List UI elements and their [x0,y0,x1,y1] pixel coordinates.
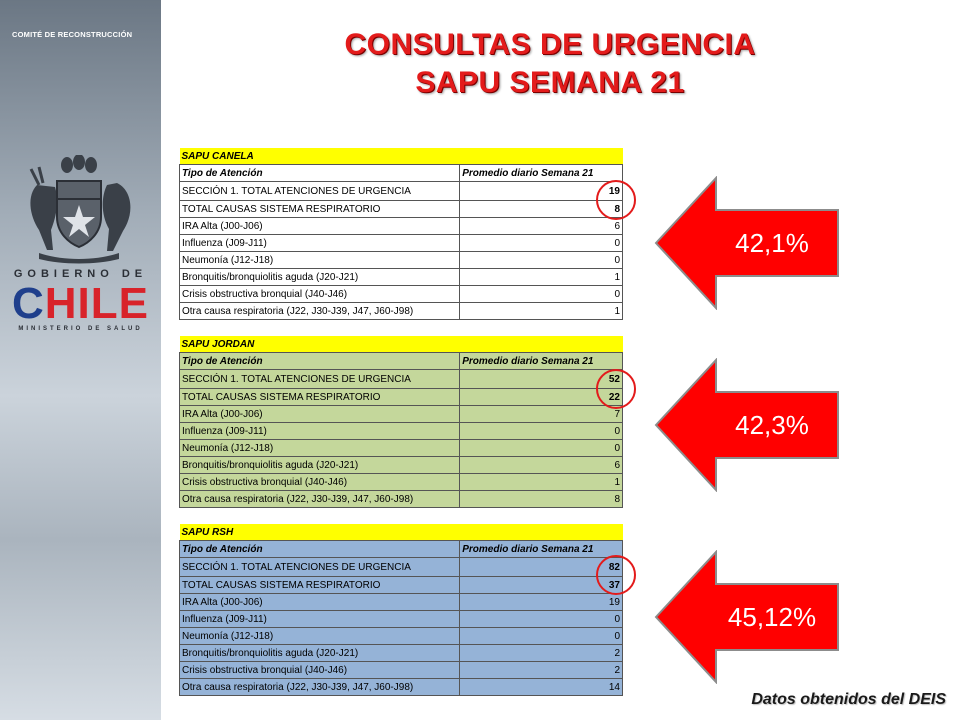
row-label: Crisis obstructiva bronquial (J40-J46) [180,474,460,491]
row-value: 19 [460,594,623,611]
chile-logo-c: C [11,279,45,328]
title-line-2: SAPU SEMANA 21 [415,66,685,99]
table-row [180,389,623,406]
table-row [180,286,623,303]
row-label: Crisis obstructiva bronquial (J40-J46) [180,286,460,303]
row-label: Bronquitis/bronquiolitis aguda (J20-J21) [180,645,460,662]
sidebar-panel [0,0,161,720]
coat-of-arms-icon [17,155,141,265]
row-label: Neumonía (J12-J18) [180,252,460,269]
chile-logo-rest: HILE [44,279,149,328]
table-row [180,440,623,457]
table-title: SAPU RSH [180,524,623,541]
table-sapu-rsh [179,524,623,696]
table-row [180,201,623,218]
percentage-arrow-canela [654,176,840,310]
row-label: Neumonía (J12-J18) [180,440,460,457]
row-value: 8 [460,491,623,508]
table-row [180,611,623,628]
ministry-label: MINISTERIO DE SALUD [18,326,143,332]
table-row [180,628,623,645]
row-value: 14 [460,679,623,696]
row-label: Neumonía (J12-J18) [180,628,460,645]
row-label: Otra causa respiratoria (J22, J30-J39, J47, J60-J98) [180,491,460,508]
row-value: 6 [460,457,623,474]
row-label: SECCIÓN 1. TOTAL ATENCIONES DE URGENCIA [180,182,460,201]
row-label: IRA Alta (J00-J06) [180,218,460,235]
row-label: Influenza (J09-J11) [180,423,460,440]
row-value: 22 [460,389,623,406]
row-value: 2 [460,645,623,662]
table-title: SAPU CANELA [180,148,623,165]
table-row [180,558,623,577]
row-value: 0 [460,628,623,645]
row-label: TOTAL CAUSAS SISTEMA RESPIRATORIO [180,201,460,218]
table-row [180,491,623,508]
column-header: Tipo de Atención [180,541,460,558]
row-value: 37 [460,577,623,594]
row-label: Otra causa respiratoria (J22, J30-J39, J47, J60-J98) [180,303,460,320]
percentage-label: 45,12% [727,601,817,632]
row-label: Bronquitis/bronquiolitis aguda (J20-J21) [180,269,460,286]
row-value: 0 [460,252,623,269]
table-row [180,662,623,679]
row-label: Bronquitis/bronquiolitis aguda (J20-J21) [180,457,460,474]
highlight-circle-canela [596,180,636,220]
row-value: 0 [460,286,623,303]
row-value: 1 [460,474,623,491]
column-header: Tipo de Atención [180,353,460,370]
row-label: Crisis obstructiva bronquial (J40-J46) [180,662,460,679]
row-value: 19 [460,182,623,201]
table-row [180,252,623,269]
percentage-arrow-jordan [654,358,840,492]
row-label: IRA Alta (J00-J06) [180,406,460,423]
source-note: Datos obtenidos del DEIS [751,691,946,708]
table-row [180,457,623,474]
government-label: GOBIERNO DE [13,268,148,280]
row-label: IRA Alta (J00-J06) [180,594,460,611]
committee-caption: COMITÉ DE RECONSTRUCCIÓN [12,30,133,39]
row-value: 2 [460,662,623,679]
row-value: 0 [460,611,623,628]
row-value: 0 [460,440,623,457]
column-header: Promedio diario Semana 21 [460,353,623,370]
table-row [180,474,623,491]
row-label: SECCIÓN 1. TOTAL ATENCIONES DE URGENCIA [180,370,460,389]
table-row [180,370,623,389]
row-value: 0 [460,423,623,440]
column-header: Promedio diario Semana 21 [460,165,623,182]
row-label: TOTAL CAUSAS SISTEMA RESPIRATORIO [180,577,460,594]
row-value: 0 [460,235,623,252]
row-value: 7 [460,406,623,423]
percentage-arrow-rsh [654,550,840,684]
percentage-label: 42,1% [735,227,809,258]
table-row [180,269,623,286]
row-value: 6 [460,218,623,235]
row-value: 1 [460,269,623,286]
row-label: TOTAL CAUSAS SISTEMA RESPIRATORIO [180,389,460,406]
row-label: Influenza (J09-J11) [180,235,460,252]
row-label: SECCIÓN 1. TOTAL ATENCIONES DE URGENCIA [180,558,460,577]
column-header: Tipo de Atención [180,165,460,182]
percentage-label: 42,3% [735,409,809,440]
highlight-circle-jordan [596,369,636,409]
row-value: 82 [460,558,623,577]
table-row [180,577,623,594]
table-sapu-jordan [179,336,623,508]
table-row [180,679,623,696]
table-row [180,182,623,201]
row-value: 1 [460,303,623,320]
column-header: Promedio diario Semana 21 [460,541,623,558]
chile-logo [0,279,161,328]
table-row [180,235,623,252]
row-label: Influenza (J09-J11) [180,611,460,628]
row-label: Otra causa respiratoria (J22, J30-J39, J47, J60-J98) [180,679,460,696]
table-row [180,594,623,611]
table-sapu-canela [179,148,623,320]
table-row [180,423,623,440]
page-title [300,26,800,102]
table-row [180,406,623,423]
table-row [180,645,623,662]
highlight-circle-rsh [596,555,636,595]
table-row [180,218,623,235]
row-value: 8 [460,201,623,218]
title-line-1: CONSULTAS DE URGENCIA [344,28,756,61]
table-title: SAPU JORDAN [180,336,623,353]
table-row [180,303,623,320]
row-value: 52 [460,370,623,389]
